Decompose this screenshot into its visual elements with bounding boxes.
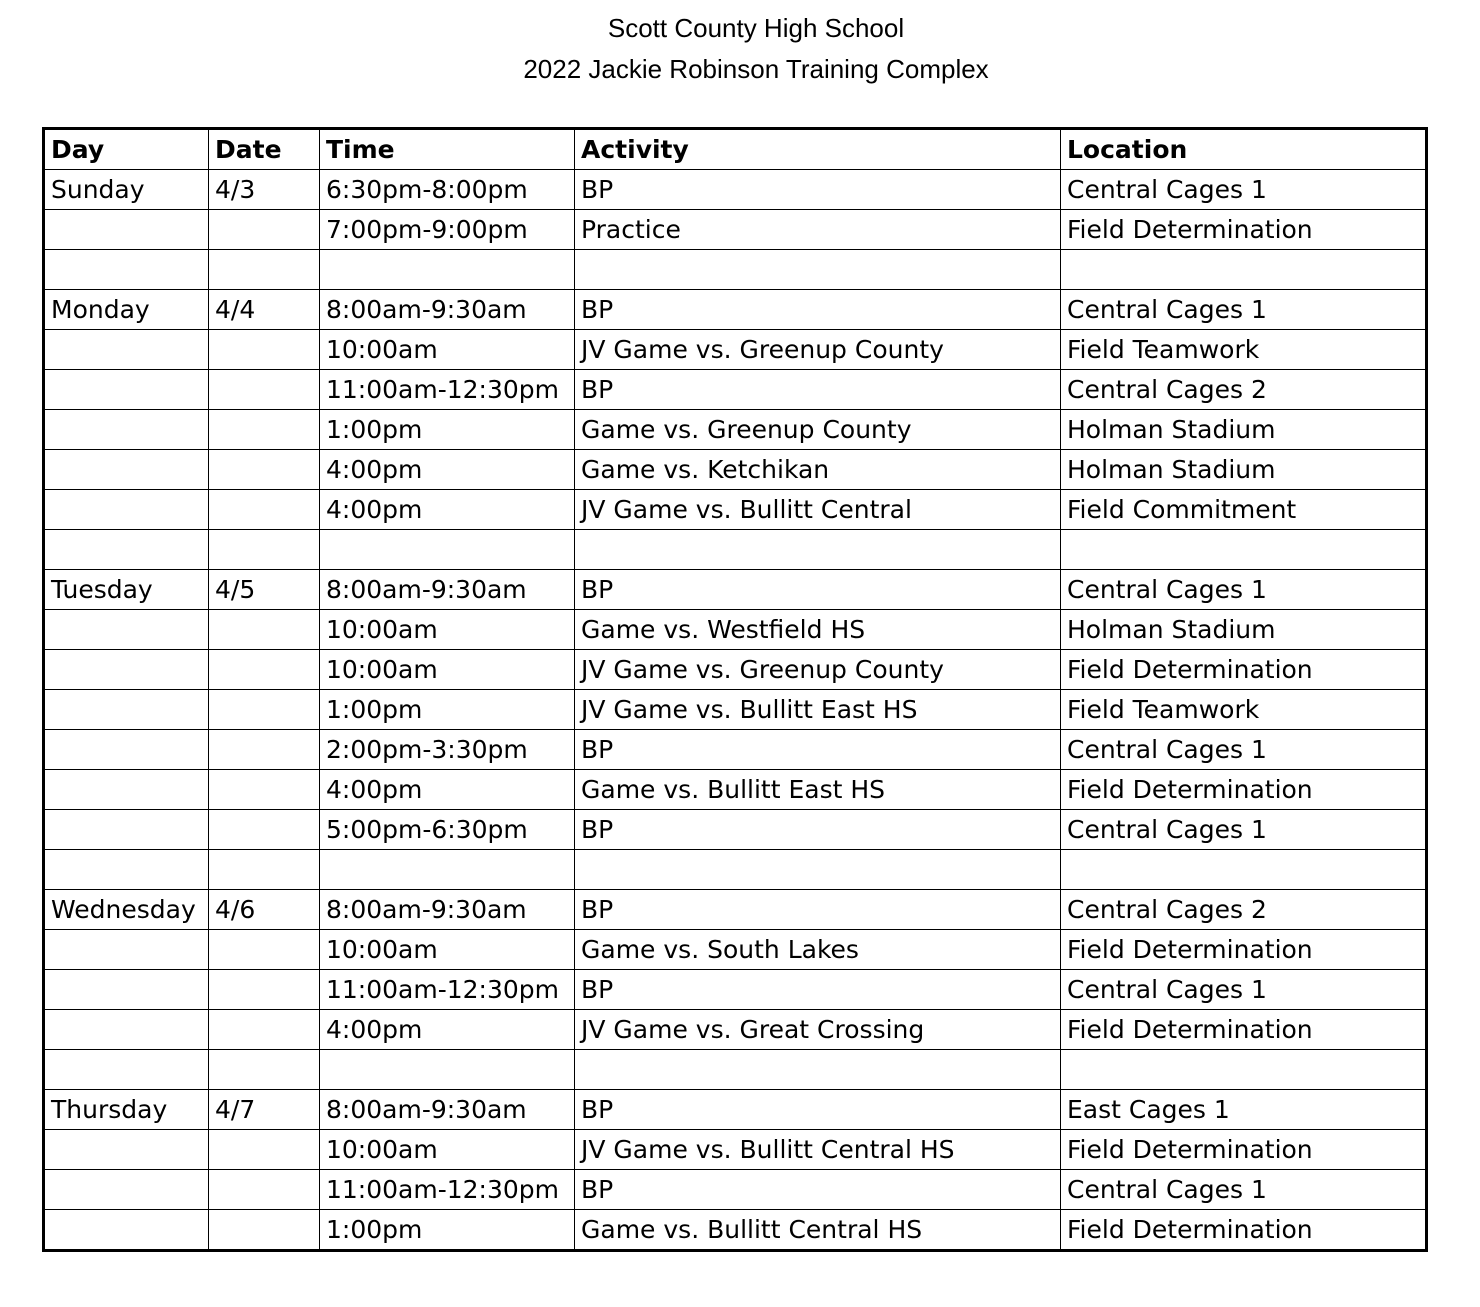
date-cell bbox=[209, 1130, 320, 1170]
time-cell: 5:00pm-6:30pm bbox=[320, 810, 575, 850]
date-cell bbox=[209, 1050, 320, 1090]
date-cell bbox=[209, 1170, 320, 1210]
day-cell: Wednesday bbox=[44, 890, 209, 930]
table-row bbox=[44, 850, 1427, 890]
time-cell: 4:00pm bbox=[320, 450, 575, 490]
location-cell: Field Determination bbox=[1061, 930, 1427, 970]
time-cell: 4:00pm bbox=[320, 770, 575, 810]
day-cell bbox=[44, 650, 209, 690]
activity-cell: BP bbox=[575, 290, 1061, 330]
location-cell: Holman Stadium bbox=[1061, 610, 1427, 650]
table-row bbox=[44, 1210, 1427, 1251]
location-cell: Field Determination bbox=[1061, 1130, 1427, 1170]
table-row bbox=[44, 370, 1427, 410]
activity-cell: BP bbox=[575, 1090, 1061, 1130]
date-cell: 4/4 bbox=[209, 290, 320, 330]
table-row bbox=[44, 170, 1427, 210]
page-title: 2022 Jackie Robinson Training Complex bbox=[523, 54, 989, 84]
date-cell bbox=[209, 250, 320, 290]
day-cell bbox=[44, 690, 209, 730]
day-cell bbox=[44, 1050, 209, 1090]
location-cell: Central Cages 2 bbox=[1061, 370, 1427, 410]
location-cell bbox=[1061, 250, 1427, 290]
time-cell: 10:00am bbox=[320, 330, 575, 370]
activity-cell: JV Game vs. Bullitt Central HS bbox=[575, 1130, 1061, 1170]
table-row bbox=[44, 210, 1427, 250]
location-cell: Field Determination bbox=[1061, 1010, 1427, 1050]
date-cell bbox=[209, 850, 320, 890]
time-cell bbox=[320, 1050, 575, 1090]
school-name: Scott County High School bbox=[607, 13, 905, 43]
table-row bbox=[44, 810, 1427, 850]
time-cell bbox=[320, 850, 575, 890]
time-cell: 7:00pm-9:00pm bbox=[320, 210, 575, 250]
time-cell: 10:00am bbox=[320, 650, 575, 690]
location-cell: Central Cages 1 bbox=[1061, 730, 1427, 770]
date-cell: 4/6 bbox=[209, 890, 320, 930]
day-cell bbox=[44, 210, 209, 250]
time-cell: 8:00am-9:30am bbox=[320, 290, 575, 330]
location-cell: Central Cages 1 bbox=[1061, 170, 1427, 210]
column-header-day: Day bbox=[44, 129, 209, 170]
activity-cell: JV Game vs. Greenup County bbox=[575, 330, 1061, 370]
activity-cell: BP bbox=[575, 1170, 1061, 1210]
day-cell bbox=[44, 930, 209, 970]
activity-cell: Game vs. South Lakes bbox=[575, 930, 1061, 970]
date-cell bbox=[209, 610, 320, 650]
day-cell bbox=[44, 610, 209, 650]
time-cell bbox=[320, 530, 575, 570]
date-cell bbox=[209, 370, 320, 410]
location-cell bbox=[1061, 850, 1427, 890]
day-cell: Sunday bbox=[44, 170, 209, 210]
location-cell bbox=[1061, 1050, 1427, 1090]
table-row bbox=[44, 530, 1427, 570]
table-row bbox=[44, 770, 1427, 810]
activity-cell bbox=[575, 850, 1061, 890]
column-header-activity: Activity bbox=[575, 129, 1061, 170]
day-cell bbox=[44, 530, 209, 570]
table-row bbox=[44, 970, 1427, 1010]
activity-cell: Game vs. Westfield HS bbox=[575, 610, 1061, 650]
activity-cell bbox=[575, 1050, 1061, 1090]
time-cell: 4:00pm bbox=[320, 490, 575, 530]
day-cell: Thursday bbox=[44, 1090, 209, 1130]
activity-cell: BP bbox=[575, 370, 1061, 410]
day-cell bbox=[44, 850, 209, 890]
table-body bbox=[44, 170, 1427, 1251]
activity-cell: JV Game vs. Bullitt East HS bbox=[575, 690, 1061, 730]
location-cell: Central Cages 2 bbox=[1061, 890, 1427, 930]
table-header-row bbox=[44, 129, 1427, 170]
date-cell bbox=[209, 1010, 320, 1050]
activity-cell: BP bbox=[575, 970, 1061, 1010]
activity-cell: JV Game vs. Bullitt Central bbox=[575, 490, 1061, 530]
table-row bbox=[44, 1170, 1427, 1210]
day-cell bbox=[44, 250, 209, 290]
time-cell: 10:00am bbox=[320, 930, 575, 970]
column-header-location: Location bbox=[1061, 129, 1427, 170]
date-cell bbox=[209, 490, 320, 530]
time-cell: 2:00pm-3:30pm bbox=[320, 730, 575, 770]
table-row bbox=[44, 650, 1427, 690]
table-row bbox=[44, 490, 1427, 530]
table-row bbox=[44, 290, 1427, 330]
table-row bbox=[44, 890, 1427, 930]
day-cell bbox=[44, 1130, 209, 1170]
date-cell: 4/5 bbox=[209, 570, 320, 610]
date-cell: 4/7 bbox=[209, 1090, 320, 1130]
location-cell: Field Teamwork bbox=[1061, 690, 1427, 730]
table-row bbox=[44, 610, 1427, 650]
date-cell bbox=[209, 690, 320, 730]
activity-cell: Game vs. Greenup County bbox=[575, 410, 1061, 450]
location-cell: Field Determination bbox=[1061, 770, 1427, 810]
day-cell: Monday bbox=[44, 290, 209, 330]
date-cell bbox=[209, 930, 320, 970]
time-cell bbox=[320, 250, 575, 290]
time-cell: 8:00am-9:30am bbox=[320, 1090, 575, 1130]
time-cell: 10:00am bbox=[320, 610, 575, 650]
day-cell bbox=[44, 810, 209, 850]
date-cell bbox=[209, 530, 320, 570]
table-row bbox=[44, 410, 1427, 450]
time-cell: 6:30pm-8:00pm bbox=[320, 170, 575, 210]
day-cell bbox=[44, 490, 209, 530]
time-cell: 8:00am-9:30am bbox=[320, 890, 575, 930]
time-cell: 11:00am-12:30pm bbox=[320, 1170, 575, 1210]
location-cell: Central Cages 1 bbox=[1061, 970, 1427, 1010]
activity-cell: Game vs. Bullitt East HS bbox=[575, 770, 1061, 810]
date-cell bbox=[209, 1210, 320, 1251]
day-cell bbox=[44, 450, 209, 490]
page-header bbox=[0, 8, 1480, 90]
activity-cell: BP bbox=[575, 570, 1061, 610]
date-cell bbox=[209, 410, 320, 450]
table-row bbox=[44, 330, 1427, 370]
activity-cell bbox=[575, 530, 1061, 570]
time-cell: 11:00am-12:30pm bbox=[320, 370, 575, 410]
activity-cell: Game vs. Bullitt Central HS bbox=[575, 1210, 1061, 1251]
day-cell bbox=[44, 330, 209, 370]
column-header-time: Time bbox=[320, 129, 575, 170]
day-cell bbox=[44, 770, 209, 810]
day-cell bbox=[44, 1170, 209, 1210]
time-cell: 8:00am-9:30am bbox=[320, 570, 575, 610]
location-cell: East Cages 1 bbox=[1061, 1090, 1427, 1130]
column-header-date: Date bbox=[209, 129, 320, 170]
activity-cell: BP bbox=[575, 890, 1061, 930]
activity-cell bbox=[575, 250, 1061, 290]
date-cell: 4/3 bbox=[209, 170, 320, 210]
date-cell bbox=[209, 810, 320, 850]
table-row bbox=[44, 1050, 1427, 1090]
day-cell bbox=[44, 970, 209, 1010]
table-row bbox=[44, 730, 1427, 770]
activity-cell: Game vs. Ketchikan bbox=[575, 450, 1061, 490]
day-cell: Tuesday bbox=[44, 570, 209, 610]
activity-cell: JV Game vs. Greenup County bbox=[575, 650, 1061, 690]
date-cell bbox=[209, 730, 320, 770]
table-row bbox=[44, 450, 1427, 490]
table-row bbox=[44, 1010, 1427, 1050]
table-row bbox=[44, 1090, 1427, 1130]
time-cell: 4:00pm bbox=[320, 1010, 575, 1050]
location-cell: Holman Stadium bbox=[1061, 450, 1427, 490]
table-row bbox=[44, 250, 1427, 290]
schedule-table bbox=[42, 127, 1428, 1252]
time-cell: 1:00pm bbox=[320, 690, 575, 730]
location-cell: Central Cages 1 bbox=[1061, 570, 1427, 610]
location-cell bbox=[1061, 530, 1427, 570]
time-cell: 10:00am bbox=[320, 1130, 575, 1170]
date-cell bbox=[209, 770, 320, 810]
date-cell bbox=[209, 330, 320, 370]
time-cell: 11:00am-12:30pm bbox=[320, 970, 575, 1010]
location-cell: Field Determination bbox=[1061, 1210, 1427, 1251]
activity-cell: BP bbox=[575, 170, 1061, 210]
activity-cell: JV Game vs. Great Crossing bbox=[575, 1010, 1061, 1050]
date-cell bbox=[209, 450, 320, 490]
day-cell bbox=[44, 370, 209, 410]
table-row bbox=[44, 570, 1427, 610]
location-cell: Central Cages 1 bbox=[1061, 810, 1427, 850]
activity-cell: BP bbox=[575, 810, 1061, 850]
date-cell bbox=[209, 970, 320, 1010]
activity-cell: Practice bbox=[575, 210, 1061, 250]
activity-cell: BP bbox=[575, 730, 1061, 770]
day-cell bbox=[44, 730, 209, 770]
table-row bbox=[44, 690, 1427, 730]
location-cell: Field Teamwork bbox=[1061, 330, 1427, 370]
date-cell bbox=[209, 210, 320, 250]
day-cell bbox=[44, 1010, 209, 1050]
date-cell bbox=[209, 650, 320, 690]
location-cell: Field Determination bbox=[1061, 650, 1427, 690]
day-cell bbox=[44, 410, 209, 450]
time-cell: 1:00pm bbox=[320, 1210, 575, 1251]
day-cell bbox=[44, 1210, 209, 1251]
location-cell: Field Determination bbox=[1061, 210, 1427, 250]
location-cell: Holman Stadium bbox=[1061, 410, 1427, 450]
table-row bbox=[44, 1130, 1427, 1170]
time-cell: 1:00pm bbox=[320, 410, 575, 450]
location-cell: Central Cages 1 bbox=[1061, 290, 1427, 330]
location-cell: Field Commitment bbox=[1061, 490, 1427, 530]
location-cell: Central Cages 1 bbox=[1061, 1170, 1427, 1210]
table-row bbox=[44, 930, 1427, 970]
